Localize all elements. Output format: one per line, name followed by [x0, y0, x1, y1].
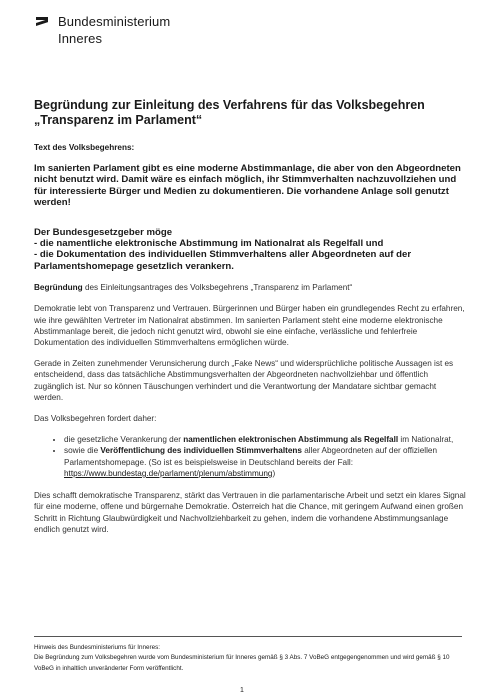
demand-heading: Der Bundesgesetzgeber möge	[34, 226, 173, 238]
footnote	[34, 636, 462, 674]
logo-ministry-name: Bundesministerium	[58, 14, 171, 29]
footnote-heading: Hinweis des Bundesministeriums für Inneres:	[34, 644, 160, 651]
petition-intro: Im sanierten Parlament gibt es eine moderne Abstimmanlage, die aber von den Abgeordneten nicht benutzt wird. Damit wäre es einfach möglich, ihr Stimmverhalten nachzuvollziehen und für interessierte Bürger und Medien zu dokumentieren. Die vorhandene Anlage soll genutzt werden!	[34, 163, 461, 209]
document-body	[34, 98, 466, 545]
logo-department-name: Inneres	[58, 31, 103, 46]
demand-item: - die namentliche elektronische Abstimmung im Nationalrat als Regelfall und	[34, 238, 384, 250]
austria-emblem-icon	[36, 17, 50, 28]
footnote-divider	[34, 636, 462, 637]
demand-item: - die Dokumentation des individuellen Stimmverhaltens aller Abgeordneten auf der Parlamentshomepage gesetzlich verankern.	[34, 249, 412, 272]
page-number: 1	[240, 687, 244, 694]
paragraph: Gerade in Zeiten zunehmender Verunsicherung durch „Fake News“ und widersprüchliche politische Aussagen ist es entscheidend, dass das tatsächliche Abstimmungsverhalten der Abgeordneten nachvollziehbar und öffentlich zugänglich ist. Nur so können Täuschungen verhindert und die Verantwortung der Mandatare sichtbar gemacht werden.	[34, 359, 454, 402]
ministry-logo	[36, 14, 336, 54]
reason-heading: Begründung des Einleitungsantrages des Volksbegehrens „Transparenz im Parlament“	[34, 283, 353, 293]
paragraph: Dies schafft demokratische Transparenz, stärkt das Vertrauen in die parlamentarische Arbeit und setzt ein klares Signal für eine moderne, offene und bürgernahe Demokratie. Österreich hat die Chance, mit geringem Aufwand einen großen Schritt in Richtung Glaubwürdigkeit und Nachvollziehbarkeit zu gehen, indem die vorhandene Abstimmungsanlage endlich genutzt wird.	[34, 491, 466, 534]
paragraph: Demokratie lebt von Transparenz und Vertrauen. Bürgerinnen und Bürger haben ein grundlegendes Recht zu erfahren, wie ihre gewählten Vertreter im Nationalrat abstimmen. Im sanierten Parlament steht eine moderne elektronische Abstimmanlage bereit, die jedoch nicht genutzt wird, obwohl sie eine einfache, verlässliche und fehlerfreie Dokumentation des individuellen Stimmverhaltens ermöglichen würde.	[34, 304, 465, 348]
petition-text-label: Text des Volksbegehrens:	[34, 143, 135, 152]
list-item: • die gesetzliche Verankerung der namentlichen elektronischen Abstimmung als Regelfall im Nationalrat,	[64, 434, 466, 445]
bundestag-link[interactable]: https://www.bundestag.de/parlament/plenum/abstimmung	[64, 468, 273, 478]
petition-demands	[34, 227, 466, 273]
document-title: Begründung zur Einleitung des Verfahrens für das Volksbegehren „Transparenz im Parlament“	[34, 98, 425, 127]
footnote-text: Die Begründung zum Volksbegehren wurde vom Bundesministerium für Inneres gemäß § 3 Abs. 7 VoBeG entgegengenommen und wird gemäß § 10 VoBeG in inhaltlich unveränderter Form veröffentlicht.	[34, 654, 450, 672]
paragraph: Das Volksbegehren fordert daher:	[34, 414, 157, 424]
demands-list	[34, 434, 466, 479]
list-item: • sowie die Veröffentlichung des individuellen Stimmverhaltens aller Abgeordneten auf der offiziellen Parlamentshomepage. (So ist es beispielsweise in Deutschland bereits der Fall: https://www.bundestag.de/parlament/plenum/abstimmung)	[64, 445, 466, 479]
